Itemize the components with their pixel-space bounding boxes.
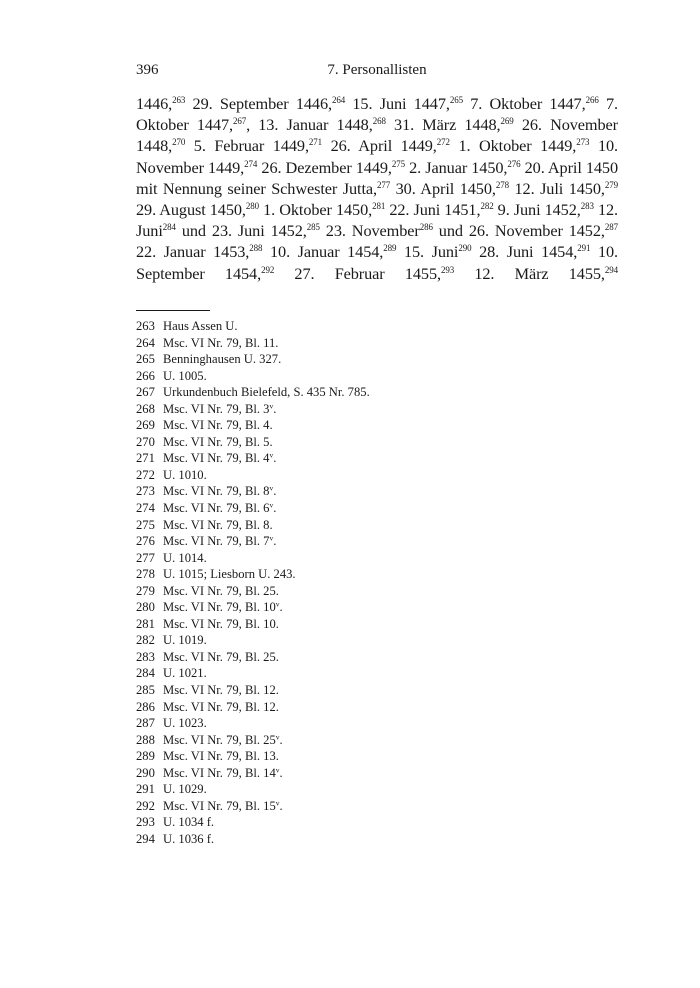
footnote-item bbox=[136, 566, 618, 583]
footnote-marker: 273 bbox=[576, 137, 590, 148]
footnote-text bbox=[163, 351, 281, 368]
footnote-number: 292 bbox=[136, 798, 155, 813]
footnote-punctuation: . bbox=[273, 484, 277, 499]
body-text-segment: 12. Juni bbox=[136, 200, 618, 241]
body-text-segment: 12. Juli 1450, bbox=[508, 178, 605, 198]
footnote-number: 274 bbox=[136, 501, 155, 516]
footnote-number: 294 bbox=[136, 831, 155, 846]
footnote-citation: U. 1023. bbox=[163, 716, 207, 731]
footnote-number: 271 bbox=[136, 451, 155, 466]
footnote-list bbox=[136, 318, 618, 848]
body-text-segment: 1. Oktober 1449, bbox=[449, 136, 577, 156]
footnote-marker: 263 bbox=[172, 95, 186, 106]
body-text-segment: 26. Dezember 1449, bbox=[257, 157, 392, 177]
body-text-segment: 26. November 1448, bbox=[136, 115, 618, 156]
footnote-item bbox=[136, 583, 618, 600]
footnote-text bbox=[163, 517, 273, 534]
body-text-segment: 7. Oktober 1447, bbox=[462, 94, 586, 113]
footnote-item bbox=[136, 798, 618, 815]
footnote-marker: 271 bbox=[308, 137, 323, 148]
footnote-item bbox=[136, 401, 618, 418]
footnote-item bbox=[136, 517, 618, 534]
footnote-punctuation: . bbox=[273, 451, 277, 466]
footnote-number: 285 bbox=[136, 683, 155, 698]
footnote-number: 275 bbox=[136, 517, 155, 532]
footnote-marker: 285 bbox=[306, 222, 320, 233]
footnote-text bbox=[163, 665, 207, 682]
footnote-item bbox=[136, 632, 618, 649]
footnote-marker: 270 bbox=[172, 137, 186, 148]
footnote-citation: Msc. VI Nr. 79, Bl. 8. bbox=[163, 517, 273, 532]
footnote-text bbox=[163, 732, 283, 749]
footnote-citation: U. 1021. bbox=[163, 666, 207, 681]
footnote-citation: Msc. VI Nr. 79, Bl. 6 bbox=[163, 501, 270, 516]
footnote-text bbox=[163, 599, 283, 616]
footnote-citation: Msc. VI Nr. 79, Bl. 25. bbox=[163, 583, 279, 598]
footnote-marker: 287 bbox=[604, 222, 618, 233]
footnote-number: 276 bbox=[136, 534, 155, 549]
footnote-text bbox=[163, 483, 276, 500]
footnote-punctuation: . bbox=[279, 765, 283, 780]
footnote-citation: Msc. VI Nr. 79, Bl. 7 bbox=[163, 534, 270, 549]
footnote-item bbox=[136, 351, 618, 368]
body-text-segment: 10. November 1449, bbox=[136, 136, 618, 177]
footnote-citation: U. 1029. bbox=[163, 782, 207, 797]
footnote-text bbox=[163, 384, 370, 401]
footnote-number: 265 bbox=[136, 352, 155, 367]
footnote-number: 286 bbox=[136, 699, 155, 714]
footnote-item bbox=[136, 384, 618, 401]
footnote-citation: Benninghausen U. 327. bbox=[163, 352, 282, 367]
body-text-segment: 2. Januar 1450, bbox=[405, 157, 508, 177]
footnote-text bbox=[163, 699, 279, 716]
footnote-marker: 283 bbox=[580, 201, 594, 212]
verso-marker: v bbox=[269, 500, 274, 510]
footnote-punctuation: . bbox=[279, 798, 283, 813]
footnote-text bbox=[163, 583, 279, 600]
body-text-segment: , 13. Januar 1448, bbox=[246, 115, 373, 135]
footnote-citation: Msc. VI Nr. 79, Bl. 12. bbox=[163, 699, 279, 714]
footnote-citation: U. 1034 f. bbox=[163, 815, 215, 830]
verso-marker: v bbox=[275, 599, 280, 609]
footnote-text bbox=[163, 417, 273, 434]
footnote-marker: 284 bbox=[162, 222, 176, 233]
footnote-number: 287 bbox=[136, 716, 155, 731]
footnote-punctuation: . bbox=[273, 501, 277, 516]
footnote-item bbox=[136, 748, 618, 765]
footnote-citation: Msc. VI Nr. 79, Bl. 15 bbox=[163, 798, 276, 813]
verso-marker: v bbox=[269, 533, 274, 543]
footnote-number: 263 bbox=[136, 319, 155, 333]
footnote-text bbox=[163, 318, 238, 335]
body-text-segment: 23. November bbox=[319, 221, 420, 241]
footnote-number: 281 bbox=[136, 616, 155, 631]
footnote-text bbox=[163, 434, 273, 451]
footnote-text bbox=[163, 467, 207, 484]
page-header bbox=[136, 62, 618, 82]
body-text-segment: 22. Januar 1453, bbox=[136, 242, 250, 262]
footnote-marker: 294 bbox=[604, 264, 619, 275]
footnote-text bbox=[163, 748, 279, 765]
footnote-marker: 291 bbox=[577, 243, 591, 254]
footnote-citation: Msc. VI Nr. 79, Bl. 11. bbox=[163, 335, 279, 350]
footnote-number: 293 bbox=[136, 815, 155, 830]
footnote-marker: 288 bbox=[249, 243, 263, 254]
body-text-segment: 7. Oktober 1447, bbox=[136, 94, 618, 135]
footnote-text bbox=[163, 616, 279, 633]
body-text-segment: 29. August 1450, bbox=[136, 200, 246, 220]
footnote-marker: 282 bbox=[480, 201, 494, 212]
footnote-text bbox=[163, 533, 276, 550]
footnote-item bbox=[136, 550, 618, 567]
body-text-segment: 30. April 1450, bbox=[390, 178, 496, 198]
footnote-marker: 289 bbox=[383, 243, 397, 254]
footnote-item bbox=[136, 335, 618, 352]
footnote-marker: 264 bbox=[331, 95, 346, 106]
footnote-citation: U. 1036 f. bbox=[163, 831, 215, 846]
footnote-text bbox=[163, 550, 207, 567]
footnote-text bbox=[163, 649, 279, 666]
footnote-item bbox=[136, 318, 618, 335]
footnote-item bbox=[136, 699, 618, 716]
body-text-segment: und 26. November 1452, bbox=[432, 221, 605, 241]
verso-marker: v bbox=[275, 798, 280, 808]
footnote-text bbox=[163, 682, 279, 699]
footnote-citation: Msc. VI Nr. 79, Bl. 12. bbox=[163, 683, 279, 698]
footnote-item bbox=[136, 434, 618, 451]
footnote-item bbox=[136, 814, 618, 831]
footnote-item bbox=[136, 682, 618, 699]
footnote-marker: 272 bbox=[436, 137, 450, 148]
footnote-citation: U. 1015; Liesborn U. 243. bbox=[163, 567, 296, 582]
footnote-marker: 267 bbox=[232, 116, 247, 127]
footnote-marker: 274 bbox=[244, 158, 258, 169]
footnote-citation: Msc. VI Nr. 79, Bl. 5. bbox=[163, 434, 273, 449]
footnote-marker: 279 bbox=[604, 180, 618, 190]
footnote-number: 278 bbox=[136, 567, 155, 582]
footnote-citation: Msc. VI Nr. 79, Bl. 14 bbox=[163, 765, 276, 780]
footnote-text bbox=[163, 500, 276, 517]
body-text-segment: und 23. Juni 1452, bbox=[175, 221, 307, 241]
footnote-citation: Msc. VI Nr. 79, Bl. 4 bbox=[163, 451, 270, 466]
body-paragraph bbox=[136, 93, 618, 284]
footnote-item bbox=[136, 781, 618, 798]
footnote-text bbox=[163, 798, 283, 815]
footnote-item bbox=[136, 533, 618, 550]
footnote-citation: Msc. VI Nr. 79, Bl. 3 bbox=[163, 401, 270, 416]
body-text-segment: 15. Juni 1447, bbox=[345, 94, 450, 113]
footnote-number: 279 bbox=[136, 583, 155, 598]
footnote-number: 282 bbox=[136, 633, 155, 648]
footnote-number: 288 bbox=[136, 732, 155, 747]
verso-marker: v bbox=[275, 732, 280, 742]
body-text-segment: 28. Juni 1454, bbox=[471, 242, 578, 262]
body-text-segment: 27. Februar 1455, bbox=[274, 263, 441, 283]
footnote-item bbox=[136, 368, 618, 385]
footnote-item bbox=[136, 616, 618, 633]
footnote-separator bbox=[136, 310, 210, 311]
footnote-number: 268 bbox=[136, 401, 155, 416]
footnote-citation: Msc. VI Nr. 79, Bl. 10 bbox=[163, 600, 276, 615]
footnote-number: 290 bbox=[136, 765, 155, 780]
footnote-text bbox=[163, 765, 283, 782]
verso-marker: v bbox=[269, 450, 274, 460]
footnote-citation: Msc. VI Nr. 79, Bl. 25 bbox=[163, 732, 276, 747]
footnote-marker: 269 bbox=[500, 116, 514, 127]
body-text-segment: 22. Juni 1451, bbox=[385, 200, 481, 220]
page-number: 396 bbox=[136, 62, 159, 78]
footnote-item bbox=[136, 665, 618, 682]
footnote-text bbox=[163, 450, 276, 467]
footnote-citation: U. 1010. bbox=[163, 467, 207, 482]
footnote-item bbox=[136, 417, 618, 434]
footnote-citation: Msc. VI Nr. 79, Bl. 4. bbox=[163, 418, 273, 433]
verso-marker: v bbox=[269, 401, 274, 411]
footnote-item bbox=[136, 765, 618, 782]
footnote-punctuation: . bbox=[279, 732, 283, 747]
footnote-citation: U. 1005. bbox=[163, 368, 207, 383]
footnote-item bbox=[136, 500, 618, 517]
footnote-text bbox=[163, 566, 296, 583]
body-text-segment: 12. März 1455, bbox=[454, 263, 605, 283]
footnote-citation: U. 1014. bbox=[163, 550, 207, 565]
footnote-number: 291 bbox=[136, 782, 155, 797]
footnote-item bbox=[136, 599, 618, 616]
footnote-item bbox=[136, 649, 618, 666]
body-text-segment: 15. Juni bbox=[396, 242, 459, 262]
footnote-number: 283 bbox=[136, 649, 155, 664]
footnote-item bbox=[136, 732, 618, 749]
body-text-segment: 20. April 1450 mit Nennung seiner Schwester Jutta, bbox=[136, 157, 619, 198]
body-text-segment: 29. September 1446, bbox=[185, 94, 332, 113]
footnote-marker: 281 bbox=[372, 201, 386, 212]
footnote-item bbox=[136, 483, 618, 500]
footnote-marker: 290 bbox=[458, 243, 472, 254]
footnote-marker: 292 bbox=[261, 264, 275, 275]
footnote-marker: 275 bbox=[391, 158, 406, 169]
footnote-number: 280 bbox=[136, 600, 155, 615]
footnote-citation: U. 1019. bbox=[163, 633, 207, 648]
footnote-citation: Msc. VI Nr. 79, Bl. 25. bbox=[163, 649, 279, 664]
body-text-segment: 26. April 1449, bbox=[322, 136, 437, 156]
footnote-text bbox=[163, 831, 214, 848]
footnote-marker: 278 bbox=[495, 180, 509, 190]
footnote-citation: Urkundenbuch Bielefeld, S. 435 Nr. 785. bbox=[163, 385, 370, 400]
footnote-marker: 265 bbox=[449, 95, 463, 106]
footnote-number: 284 bbox=[136, 666, 155, 681]
footnote-punctuation: . bbox=[279, 600, 283, 615]
footnote-text bbox=[163, 814, 214, 831]
footnote-text bbox=[163, 335, 278, 352]
footnote-item bbox=[136, 467, 618, 484]
verso-marker: v bbox=[275, 765, 280, 775]
footnote-text bbox=[163, 715, 207, 732]
footnote-number: 264 bbox=[136, 335, 155, 350]
footnote-item bbox=[136, 831, 618, 848]
footnote-citation: Haus Assen U. bbox=[163, 319, 238, 333]
footnote-text bbox=[163, 632, 207, 649]
body-text-segment: 31. März 1448, bbox=[385, 115, 501, 135]
footnote-text bbox=[163, 368, 207, 385]
body-text-segment: 1. Oktober 1450, bbox=[259, 200, 373, 220]
footnote-citation: Msc. VI Nr. 79, Bl. 13. bbox=[163, 749, 279, 764]
verso-marker: v bbox=[269, 483, 274, 493]
body-text-segment: 10. September 1454, bbox=[136, 242, 618, 283]
footnote-marker: 276 bbox=[507, 158, 521, 169]
footnote-punctuation: . bbox=[273, 534, 277, 549]
footnote-marker: 268 bbox=[372, 116, 386, 127]
body-text-segment: 10. Januar 1454, bbox=[262, 242, 384, 262]
footnote-number: 266 bbox=[136, 368, 155, 383]
footnote-text bbox=[163, 781, 207, 798]
footnote-number: 270 bbox=[136, 434, 155, 449]
running-head: 7. Personallisten bbox=[327, 62, 427, 78]
footnote-item bbox=[136, 450, 618, 467]
footnote-marker: 286 bbox=[419, 222, 433, 233]
body-text-segment: 1446, bbox=[136, 94, 173, 113]
body-text-segment: 9. Juni 1452, bbox=[493, 200, 581, 220]
footnote-punctuation: . bbox=[273, 401, 277, 416]
footnote-marker: 277 bbox=[376, 180, 391, 190]
footnote-citation: Msc. VI Nr. 79, Bl. 10. bbox=[163, 616, 279, 631]
footnote-number: 267 bbox=[136, 385, 155, 400]
footnote-number: 277 bbox=[136, 550, 155, 565]
footnote-marker: 293 bbox=[440, 264, 455, 275]
footnote-citation: Msc. VI Nr. 79, Bl. 8 bbox=[163, 484, 270, 499]
footnote-number: 272 bbox=[136, 467, 155, 482]
footnote-text bbox=[163, 401, 276, 418]
footnote-marker: 266 bbox=[585, 95, 599, 106]
footnote-number: 269 bbox=[136, 418, 155, 433]
footnote-marker: 280 bbox=[245, 201, 260, 212]
footnote-number: 289 bbox=[136, 749, 155, 764]
body-text-segment: 5. Februar 1449, bbox=[185, 136, 309, 156]
footnote-item bbox=[136, 715, 618, 732]
footnote-number: 273 bbox=[136, 484, 155, 499]
